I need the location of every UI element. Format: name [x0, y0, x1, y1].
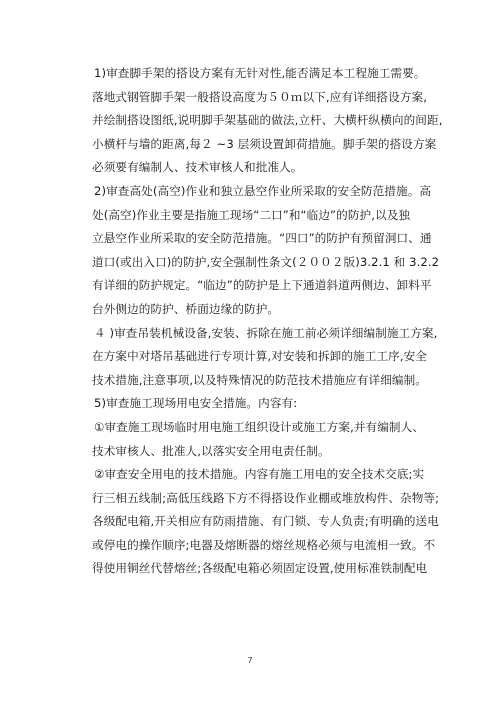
paragraph-line: 台外侧边的防护、桥面边缘的防护。 [92, 301, 280, 316]
paragraph-line: 必须要有编制人、技术审核人和批准人。 [92, 160, 303, 175]
paragraph-line: 得使用铜丝代替熔丝;各级配电箱必须固定设置,使用标准铁制配电 [92, 561, 428, 576]
paragraph-line: 技术措施,注意事项,以及特殊情况的防范技术措施应有详细编制。 [92, 372, 427, 387]
paragraph-line: 立悬空作业所采取的安全防范措施。“四口”的防护有预留洞口、通 [92, 231, 432, 246]
paragraph-line: 在方案中对塔吊基础进行专项计算,对安装和拆卸的施工工序,安全 [92, 349, 427, 364]
paragraph-line: 处(高空)作业主要是指施工现场“二口”和“临边”的防护,以及独 [92, 207, 411, 222]
paragraph-line: 并绘制搭设图纸,说明脚手架基础的做法,立杆、大横杆纵横向的间距, [92, 113, 443, 128]
paragraph-line: 道口(或出入口)的防护,安全强制性条文(２００２版)3.2.1 和 3.2.2 [92, 254, 440, 269]
paragraph-line: ４ )审查吊装机械设备,安装、拆除在施工前必须详细编制施工方案, [94, 325, 438, 340]
paragraph-line: 有详细的防护规定。“临边”的防护是上下通道斜道两侧边、卸料平 [92, 278, 432, 293]
paragraph-line: 落地式钢管脚手架一般搭设高度为５０ｍ以下,应有详细搭设方案, [92, 89, 427, 104]
paragraph-line: 1)审查脚手架的搭设方案有无针对性,能否满足本工程施工需要。 [94, 66, 426, 80]
paragraph-line: ②审查安全用电的技术措施。内容有施工用电的安全技术交底;实 [94, 467, 425, 482]
paragraph-line: 技术审核人、批准人,以落实安全用电责任制。 [92, 443, 330, 458]
paragraph-line: 各级配电箱,开关相应有防雨措施、有门锁、专人负责;有明确的送电 [92, 514, 439, 529]
paragraph-line: 5)审查施工现场用电安全措施。内容有: [94, 396, 298, 411]
paragraph-line: 2)审查高处(高空)作业和独立悬空作业所采取的安全防范措施。高 [94, 183, 432, 198]
paragraph-line: 或停电的操作顺序;电器及熔断器的熔丝规格必须与电流相一致。不 [92, 537, 436, 552]
paragraph-line: 行三相五线制;高低压线路下方不得搭设作业棚或堆放构件、杂物等; [92, 490, 440, 505]
body-text [92, 62, 443, 581]
paragraph-line: ①审查施工现场临时用电施工组织设计或施工方案,并有编制人、 [94, 419, 425, 434]
page-number: 7 [247, 656, 253, 665]
paragraph-line: 小横杆与墙的距离,每２ ~3 层须设置卸荷措施。脚手架的搭设方案 [92, 136, 437, 151]
